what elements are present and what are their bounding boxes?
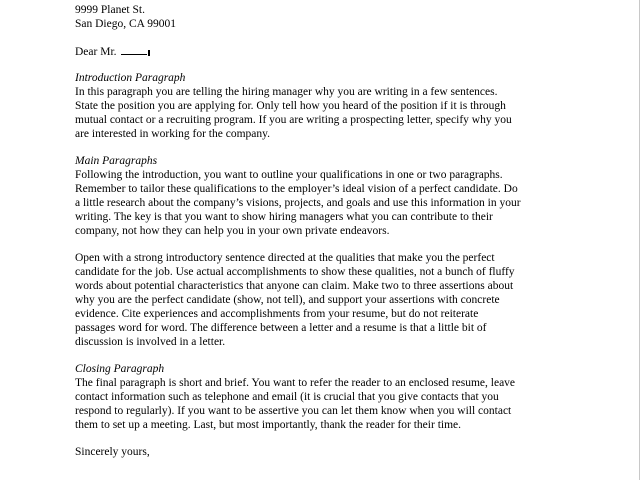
main-paragraph1-line: writing. The key is that you want to show hiring managers what you can contribute to their bbox=[75, 211, 493, 223]
spacer bbox=[75, 349, 565, 362]
main-paragraph1-line: Remember to tailor these qualifications to the employer’s ideal vision of a perfect candidate. Do bbox=[75, 183, 518, 195]
introduction-line: mutual contact or a recruiting program. If you are writing a prospecting letter, specify why you bbox=[75, 114, 512, 126]
closing-line: contact information such as telephone and email (it is crucial that you give contacts that you bbox=[75, 391, 499, 403]
address-city: San Diego, CA 99001 bbox=[75, 18, 176, 30]
spacer bbox=[75, 31, 565, 44]
main-paragraph1-line: Following the introduction, you want to outline your qualifications in one or two paragraphs. bbox=[75, 169, 503, 181]
introduction-heading: Introduction Paragraph bbox=[75, 72, 186, 84]
main-heading: Main Paragraphs bbox=[75, 155, 158, 167]
main-paragraph2-line: discussion is involved in a letter. bbox=[75, 336, 226, 348]
main-paragraph2-line: passages word for word. The difference between a letter and a resume is that a little bit of bbox=[75, 322, 487, 334]
introduction-line: are interested in working for the company. bbox=[75, 128, 271, 140]
main-paragraph2-line: Open with a strong introductory sentence directed at the qualities that make you the perfect bbox=[75, 252, 495, 264]
main-paragraph2-line: words about potential characteristics that anyone can claim. Make two to three assertions about bbox=[75, 280, 514, 292]
main-paragraph2-line: candidate for the job. Use actual accomplishments to show these qualities, not a bunch of fluffy bbox=[75, 266, 515, 278]
spacer bbox=[75, 238, 565, 251]
closing-line: The final paragraph is short and brief. You want to refer the reader to an enclosed resume, leave bbox=[75, 377, 516, 389]
salutation bbox=[75, 44, 565, 58]
closing-line: respond to regularly). If you want to be assertive you can let them know when you will contact bbox=[75, 405, 512, 417]
spacer bbox=[75, 58, 565, 71]
main-paragraph2-line: evidence. Cite experiences and accomplishments from your resume, but do not reiterate bbox=[75, 308, 479, 320]
closing-heading: Closing Paragraph bbox=[75, 363, 165, 375]
main-paragraph2-line: why you are the perfect candidate (show, not tell), and support your assertions with concrete bbox=[75, 294, 500, 306]
closing-line: them to set up a meeting. Last, but most importantly, thank the reader for their time. bbox=[75, 419, 462, 431]
letter-body bbox=[75, 3, 565, 459]
salutation-blank bbox=[121, 44, 147, 55]
spacer bbox=[75, 432, 565, 445]
introduction-line: State the position you are applying for. Only tell how you heard of the position if it is through bbox=[75, 100, 506, 112]
salutation-text: Dear Mr. bbox=[75, 46, 117, 58]
spacer bbox=[75, 141, 565, 154]
main-paragraph1-line: a little research about the company’s visions, projects, and goals and use this information in your bbox=[75, 197, 521, 209]
address-street: 9999 Planet St. bbox=[75, 4, 145, 16]
text-cursor-icon bbox=[148, 50, 150, 56]
introduction-line: In this paragraph you are telling the hiring manager why you are writing in a few sentences. bbox=[75, 86, 498, 98]
main-paragraph1-line: company, not how they can help you in your own private endeavors. bbox=[75, 225, 390, 237]
signoff: Sincerely yours, bbox=[75, 446, 150, 458]
